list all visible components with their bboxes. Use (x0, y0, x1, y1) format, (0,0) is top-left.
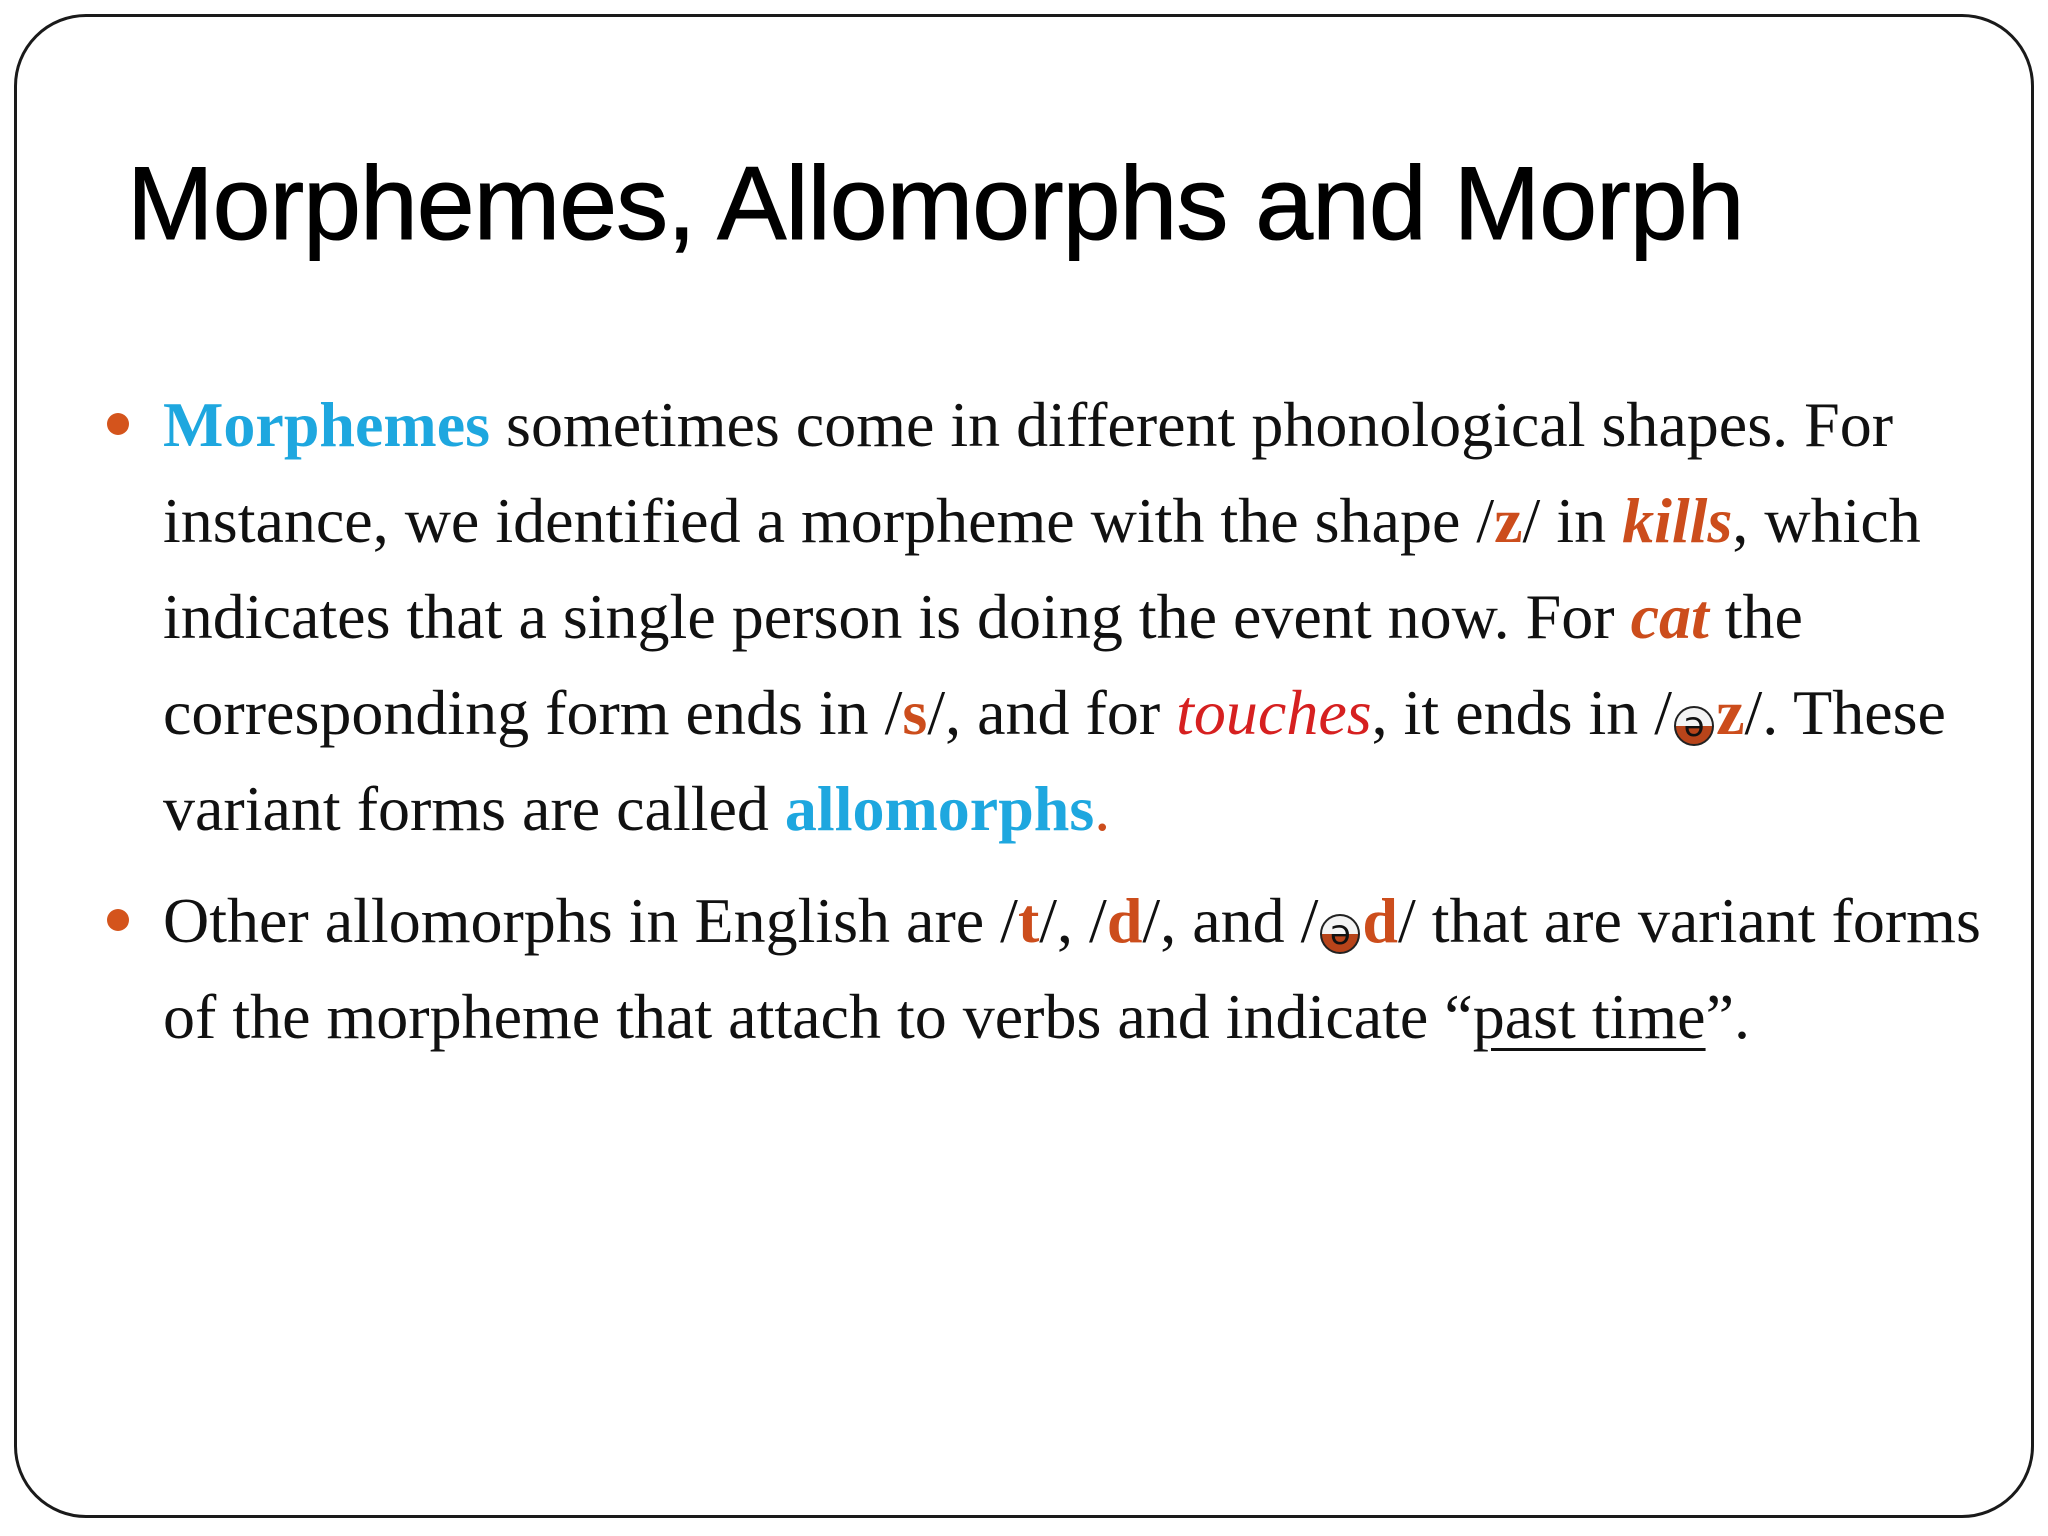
bullet2-text-1: Other allomorphs in English are / (163, 885, 1018, 956)
bullet1-text-5: /, and for (927, 677, 1177, 748)
bullet1-text-7: /. These variant forms are called (163, 677, 1946, 844)
bullet-item-1 (83, 377, 2003, 857)
term-allomorphs: allomorphs (784, 773, 1095, 844)
phoneme-s: s (902, 677, 928, 748)
slide-content (83, 377, 2003, 1081)
bullet-item-2 (83, 873, 2003, 1065)
bullet2-text-2: /, / (1039, 885, 1107, 956)
bullet-dot-icon (107, 413, 129, 435)
schwa-icon: ə (1674, 706, 1714, 746)
bullet1-text-6: , it ends in / (1371, 677, 1673, 748)
allomorphs-period: . (1094, 773, 1111, 844)
slide-title: Morphemes, Allomorphs and Morph (127, 146, 1744, 262)
bullet2-text-4: / that are variant forms of the morpheme that attach to verbs and indicate “ (163, 885, 1981, 1052)
example-kills: kills (1622, 485, 1733, 556)
bullet1-text-2: / in (1522, 485, 1623, 556)
slide (14, 14, 2034, 1518)
example-cat: cat (1630, 581, 1709, 652)
phoneme-z-2: z (1716, 677, 1745, 748)
term-morphemes: Morphemes (163, 389, 491, 460)
bullet2-text-5: ”. (1705, 981, 1750, 1052)
bullet1-text-4: the corresponding form ends in / (163, 581, 1803, 748)
phoneme-z: z (1494, 485, 1523, 556)
bullet1-text-3: , which indicates that a single person is doing the event now. For (163, 485, 1921, 652)
bullet2-text-3: /, and / (1142, 885, 1319, 956)
bullet-dot-icon (107, 909, 129, 931)
bullet1-text-1: sometimes come in different phonological shapes. For instance, we identified a morpheme with the shape / (163, 389, 1893, 556)
example-touches: touches (1176, 677, 1372, 748)
phoneme-d-2: d (1362, 885, 1398, 956)
schwa-icon: ə (1320, 914, 1360, 954)
phoneme-d: d (1106, 885, 1143, 956)
past-time-text: past time (1472, 981, 1706, 1052)
phoneme-t: t (1017, 885, 1040, 956)
